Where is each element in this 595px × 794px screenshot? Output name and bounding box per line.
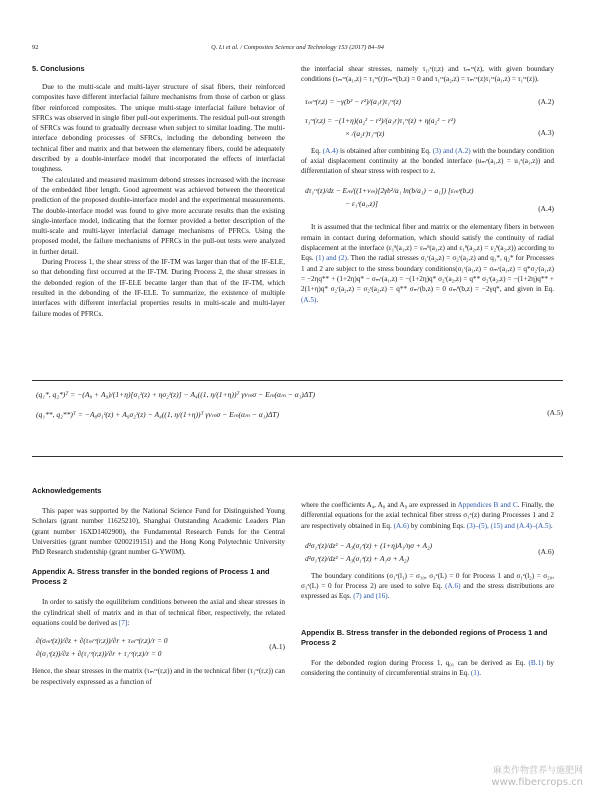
equation-a2 bbox=[301, 91, 554, 112]
equation-body: − ε₁ᶻ(a₁,z)] bbox=[345, 199, 378, 209]
appendix-a-continued bbox=[301, 64, 554, 305]
equation-body: d²σ₁ᶻ(z)/dz² − A₃(σ₁ᶻ(z) + (1+η)A₁/ησ + A₂) bbox=[305, 540, 433, 550]
equation-line: (q₁**, q₂**)ᵀ = −A₈σ₁ᶻ(z) + A₉σ₂ᶻ(z) − A₄((1, η/(1+η))ᵀ γνₘσ − Eₘ(αₘ − α₁)ΔT) bbox=[36, 410, 280, 419]
equation-link[interactable]: (B.1) bbox=[528, 658, 544, 667]
paragraph: the interfacial shear stresses, namely τ₁ᵣᶻ(r,z) and τₘʳᶻ(z), with given boundary conditions (τₘʳᶻ(a₁,z) = τ₁ʳᶻ(r)τₘʳᶻ(b,z) = 0 and τ₁ʳᶻ(a₂,z) = τₘʳᶻ(z)τ₁ʳᶻ(a₁,z) = τ₁ʳᶻ(z)). bbox=[301, 65, 554, 84]
equation-link[interactable]: (7) and (16) bbox=[353, 592, 388, 601]
citation-link[interactable]: [7] bbox=[118, 619, 128, 628]
paragraph: In order to satisfy the equilibrium conditions between the axial and shear stresses in the cylindrical shell of matrix and in that of technical fiber, respectively, the related equations could be derived as [7]: bbox=[32, 598, 285, 628]
equation-number: (A.6) bbox=[538, 546, 554, 556]
equation-a1 bbox=[32, 632, 285, 660]
equation-number: (A.4) bbox=[538, 204, 554, 214]
paragraph: Hence, the shear stresses in the matrix (τₘʳᶻ(r,z)) and in the technical fiber (τ₁ʳᶻ(r,z)) can be respectively expressed as a function of bbox=[32, 667, 285, 686]
equation-number: (A.5) bbox=[547, 408, 563, 417]
equation-link[interactable]: (1) bbox=[470, 669, 480, 678]
section-heading: 5. Conclusions bbox=[32, 64, 85, 73]
equation-a5 bbox=[32, 390, 563, 446]
watermark-line: www.fibercrops.cn bbox=[491, 777, 583, 788]
paragraph: During Process 1, the shear stress of the IF-TM was larger than that of the IF-ELE, so that debonding first occurred at the IF-TM. During Process 2, the shear stresses in the debonded region of the IF-ELE became larger than that of the IF-TM, which resulted in the debonding of the IF-ELE. To summarize, the existence of multiple interfaces with different interfacial properties results in multi-scale and multi-layer failure modes of PFRCs. bbox=[32, 258, 285, 318]
equation-link[interactable]: (A.4) bbox=[322, 146, 339, 155]
equation-number: (A.3) bbox=[538, 127, 554, 137]
paragraph: It is assumed that the technical fiber and matrix or the elementary fibers in between remain in contact during deformation, which should satisfy the continuity of radial displacement at the interface (ε₁ᶿ(a₁,z) = εₘᶿ(a₁,z) and ε₁ᶿ(a₂,z) = ε₂ᶿ(a₂,z)) according to Eqs. (1) and (2). Then the radial stresses σ₁ʳ(a₂,z) = σ₂ʳ(a₂,z) and q₁*, q₂* for Processes 1 and 2 are subject to the stress boundary conditions(σ₁ʳ(a₁,z) = σₘʳ(a₁,z) = q*σ₂ʳ(a₁,z) = −2ηq** + (1+2η)q* − σₘʳ(a₁,z) = −(1+2η)q* σ₂ʳ(a₂,z) = q** σ₂ʳ(a₂,z) = −(1+2η)q** + 2(1+η)q* σ₂ʳ(a₂,z) = σ₂ʳ(a₂,z) = q** σₘʳ(b,z) = 0 σₘᶿ(b,z) = −2γq*, and given in Eq. (A.5). bbox=[301, 223, 555, 304]
paragraph: The boundary conditions (σ₁ᶻ(l₁) = σ₁₀, σ₁ᶻ(L) = 0 for Process 1 and σ₁ᶻ(l₂) = σ₂₀, σ₁ᶻ(L) = 0 for Process 2) are used to solve Eq. (A.6) and the stress distributions are expressed as Eqs. (7) and (16). bbox=[301, 571, 555, 601]
paragraph: Eq. (A.4) is obtained after combining Eq. (3) and (A.2) with the boundary condition of axial displacement continuity at the bonded interface (uₘᶻ(a₁,z) = u₁ᶻ(a₁,z)) and differentiation of shear stress with respect to z. bbox=[301, 146, 555, 176]
watermark bbox=[491, 766, 583, 788]
paragraph: This paper was supported by the National Science Fund for Distinguished Young Scholars (grant number 11625210), Shanghai Outstanding Academic Leaders Plan (grant number 16XD1402900), the Fundamental Research Funds for the Central Universities (grant number 0200219151) and the Hong Kong Polytechnic University PhD Research studentship (grant number G-YW0M). bbox=[32, 507, 285, 557]
equation-body: ∂(σₘᶻ(z))/∂z + ∂(τₘʳᶻ(r,z))/∂r + τₘʳᶻ(r,z)/r = 0 bbox=[36, 636, 168, 646]
section-heading: Appendix A. Stress transfer in the bonded regions of Process 1 and Process 2 bbox=[32, 567, 270, 587]
watermark-line: 麻类作物营养与施肥网 bbox=[492, 766, 583, 776]
equation-link[interactable]: (A.5) bbox=[301, 295, 317, 304]
appendix-a-end bbox=[301, 500, 554, 678]
divider bbox=[32, 456, 563, 457]
equation-number: (A.1) bbox=[269, 642, 285, 652]
divider bbox=[32, 380, 563, 381]
equation-a4 bbox=[301, 182, 554, 218]
equation-link[interactable]: (1) and (2) bbox=[315, 254, 347, 263]
equation-body: τₘʳᶻ(r,z) = −γ(b² − r²)/(a₁r)τ₁ʳᶻ(z) bbox=[305, 96, 402, 106]
equation-body: dτ₁ʳᶻ(z)/dz − Eₘ/((1+νₘ)[2γb²/a₁ ln(b/a₁) − a₁]) [εₘᶻ(b,z) bbox=[305, 186, 474, 196]
equation-body: d²σ₁ᶻ(z)/dz² − A₃(σ₁ᶻ(z) + A₁σ + A₂) bbox=[305, 553, 409, 563]
equation-link[interactable]: (3) and (A.2) bbox=[432, 146, 471, 155]
equation-a3 bbox=[301, 112, 554, 142]
acknowledgements-section bbox=[32, 486, 285, 687]
equation-link[interactable]: (3)–(5), (15) and (A.4)–(A.5) bbox=[466, 521, 551, 530]
paragraph: where the coefficients A₄, A₈ and A₉ are expressed in Appendices B and C. Finally, the differential equations for the axial technical fiber stress σ₁ᶻ(z) during Processes 1 and 2 are respectively obtained in Eq. (A.6) by combining Eqs. (3)–(5), (15) and (A.4)–(A.5). bbox=[301, 501, 554, 530]
section-heading: Acknowledgements bbox=[32, 486, 102, 495]
appendix-link[interactable]: Appendices B and C bbox=[457, 501, 518, 509]
paragraph: For the debonded region during Process 1, q₀₁ can be derived as Eq. (B.1) by considering the continuity of circumferential strains in Eq. (1). bbox=[301, 658, 555, 678]
journal-citation: Q. Li et al. / Composites Science and Technology 153 (2017) 84–94 bbox=[211, 44, 384, 51]
equation-body: × /(a₂r)τ₁ʳᶻ(z) bbox=[345, 128, 385, 138]
equation-link[interactable]: (A.6) bbox=[393, 521, 409, 530]
equation-body: τ₁ʳᶻ(r,z) = −(1+η)(a₂² − r²)/(a₁r)τ₁ʳᶻ(z) + η(a₂² − r²) bbox=[305, 115, 456, 125]
paragraph: The calculated and measured maximum debond stresses increased with the increase of the embedded fiber length. Good agreement was achieved between the theoretical prediction of the proposed double-interface model and the experimental measurements. The double-interface model was found to give more accurate results than the existing single-interface model, indicating that the former provided a better description of the multi-scale and multi-layer interfacial damage mechanisms of PFRCs. Using the proposed model, the failure mechanisms of PFRCs in the pull-out tests were analyzed in further detail. bbox=[32, 175, 285, 256]
conclusions-section bbox=[32, 64, 285, 319]
equation-number: (A.2) bbox=[538, 96, 554, 106]
equation-a6 bbox=[301, 537, 554, 565]
section-heading: Appendix B. Stress transfer in the debonded regions of Process 1 and Process 2 bbox=[301, 627, 548, 647]
equation-line: (q₁*, q₂*)ᵀ = −(A₈ + A₉)/(1+η)[σ₁ᶻ(z) + ησ₂ᶻ(z)] − A₄((1, η/(1+η))ᵀ γνₘσ − Eₘ(αₘ − α₁)ΔT) bbox=[36, 390, 315, 399]
page-number: 92 bbox=[32, 44, 39, 51]
equation-link[interactable]: (A.6) bbox=[445, 582, 461, 591]
equation-body: ∂(σ₁ᶻ(z))/∂z + ∂(τ₁ʳᶻ(r,z))/∂r + τ₁ʳᶻ(r,z)/r = 0 bbox=[36, 649, 162, 659]
paragraph: Due to the multi-scale and multi-layer structure of sisal fibers, their reinforced composites have different interfacial failure mechanisms from those of carbon or glass fiber reinforced composites. The unique multi-stage interfacial failure behavior of SFRCs was observed in single fiber pull-out experiments. The residual pull-out strength of SFRCs was found to gradually decrease when subject to similar loading. The multi-interface debonding processes of SFRCs, including the debonding between the technical fiber and matrix and that between the elementary fibers, could be adequately described by a double-interface model that incorporated the effects of interfacial toughness. bbox=[32, 83, 285, 174]
